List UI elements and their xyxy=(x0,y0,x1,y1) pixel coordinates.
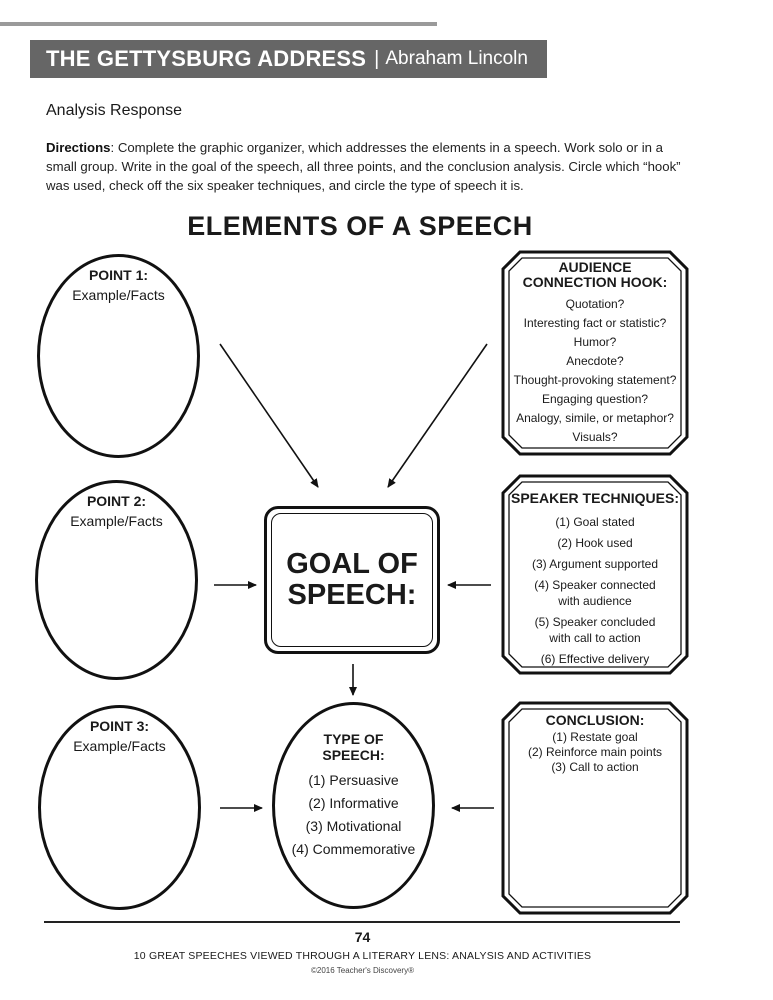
point3-subheading: Example/Facts xyxy=(73,738,166,754)
type-heading-line1: TYPE OF xyxy=(323,731,384,747)
speech-title: THE GETTYSBURG ADDRESS xyxy=(46,46,367,71)
goal-label-line1: GOAL OF xyxy=(286,548,418,580)
hook-heading xyxy=(503,260,687,290)
technique-item: (1) Goal stated xyxy=(555,515,635,529)
point2-heading: POINT 2: xyxy=(86,493,147,509)
directions-label: Directions xyxy=(46,140,111,155)
page-number: 74 xyxy=(354,929,371,945)
goal-box xyxy=(264,506,440,654)
technique-item-continued: with call to action xyxy=(549,631,641,645)
type-option: (4) Commemorative xyxy=(291,841,416,857)
hook-heading-line2: CONNECTION HOOK: xyxy=(522,274,668,290)
hook-heading-line1: AUDIENCE xyxy=(558,259,632,275)
type-options xyxy=(275,769,432,861)
technique-item: (4) Speaker connected xyxy=(534,578,656,592)
technique-item-continued: with audience xyxy=(558,594,632,608)
copyright-notice: ©2016 Teacher's Discovery® xyxy=(311,966,414,975)
conclusion-items xyxy=(503,730,687,775)
goal-label xyxy=(267,549,437,611)
page-subtitle: Analysis Response xyxy=(46,102,183,119)
directions-body: : Complete the graphic organizer, which addresses the elements in a speech. Work solo or in a small group. Write in the goal of the speech, all three points, and the conclusion analysis. Circle which “hook” was used, check off the six speaker techniques, and circle the type of speech it is. xyxy=(46,140,681,193)
hook-items xyxy=(503,295,687,447)
conclusion-item: (3) Call to action xyxy=(551,760,639,774)
footer-rule xyxy=(44,921,680,923)
point2-ellipse xyxy=(35,480,198,680)
hook-item: Analogy, simile, or metaphor? xyxy=(516,411,674,425)
hook-item: Humor? xyxy=(573,335,617,349)
technique-item: (2) Hook used xyxy=(557,536,633,550)
technique-item: (3) Argument supported xyxy=(531,557,659,571)
type-option: (2) Informative xyxy=(308,795,399,811)
type-option: (3) Motivational xyxy=(305,818,402,834)
point1-subheading: Example/Facts xyxy=(72,287,165,303)
techniques-heading: SPEAKER TECHNIQUES: xyxy=(510,490,680,506)
type-of-speech-ellipse xyxy=(272,702,435,909)
hook-item: Quotation? xyxy=(565,297,625,311)
hook-item: Anecdote? xyxy=(566,354,624,368)
type-option: (1) Persuasive xyxy=(308,772,399,788)
techniques-items xyxy=(503,514,687,667)
conclusion-item: (1) Restate goal xyxy=(552,730,638,744)
technique-item: (5) Speaker concluded xyxy=(534,615,656,629)
hook-item: Thought-provoking statement? xyxy=(513,373,677,387)
type-heading xyxy=(275,731,432,763)
organizer-title: ELEMENTS OF A SPEECH xyxy=(187,211,533,241)
hook-item: Interesting fact or statistic? xyxy=(523,316,667,330)
goal-label-line2: SPEECH: xyxy=(287,579,417,611)
author-name: Abraham Lincoln xyxy=(385,48,528,69)
point3-ellipse xyxy=(38,705,201,910)
hook-item: Visuals? xyxy=(572,430,618,444)
point2-subheading: Example/Facts xyxy=(70,513,163,529)
point1-heading: POINT 1: xyxy=(88,267,149,283)
hook-item: Engaging question? xyxy=(541,392,649,406)
point3-heading: POINT 3: xyxy=(89,718,150,734)
technique-item: (6) Effective delivery xyxy=(540,652,650,666)
conclusion-item: (2) Reinforce main points xyxy=(527,745,663,759)
book-title: 10 GREAT SPEECHES VIEWED THROUGH A LITERARY LENS: ANALYSIS AND ACTIVITIES xyxy=(133,950,592,962)
type-heading-line2: SPEECH: xyxy=(322,747,385,763)
point1-ellipse xyxy=(37,254,200,458)
title-separator: | xyxy=(374,47,380,70)
conclusion-heading: CONCLUSION: xyxy=(545,712,645,728)
